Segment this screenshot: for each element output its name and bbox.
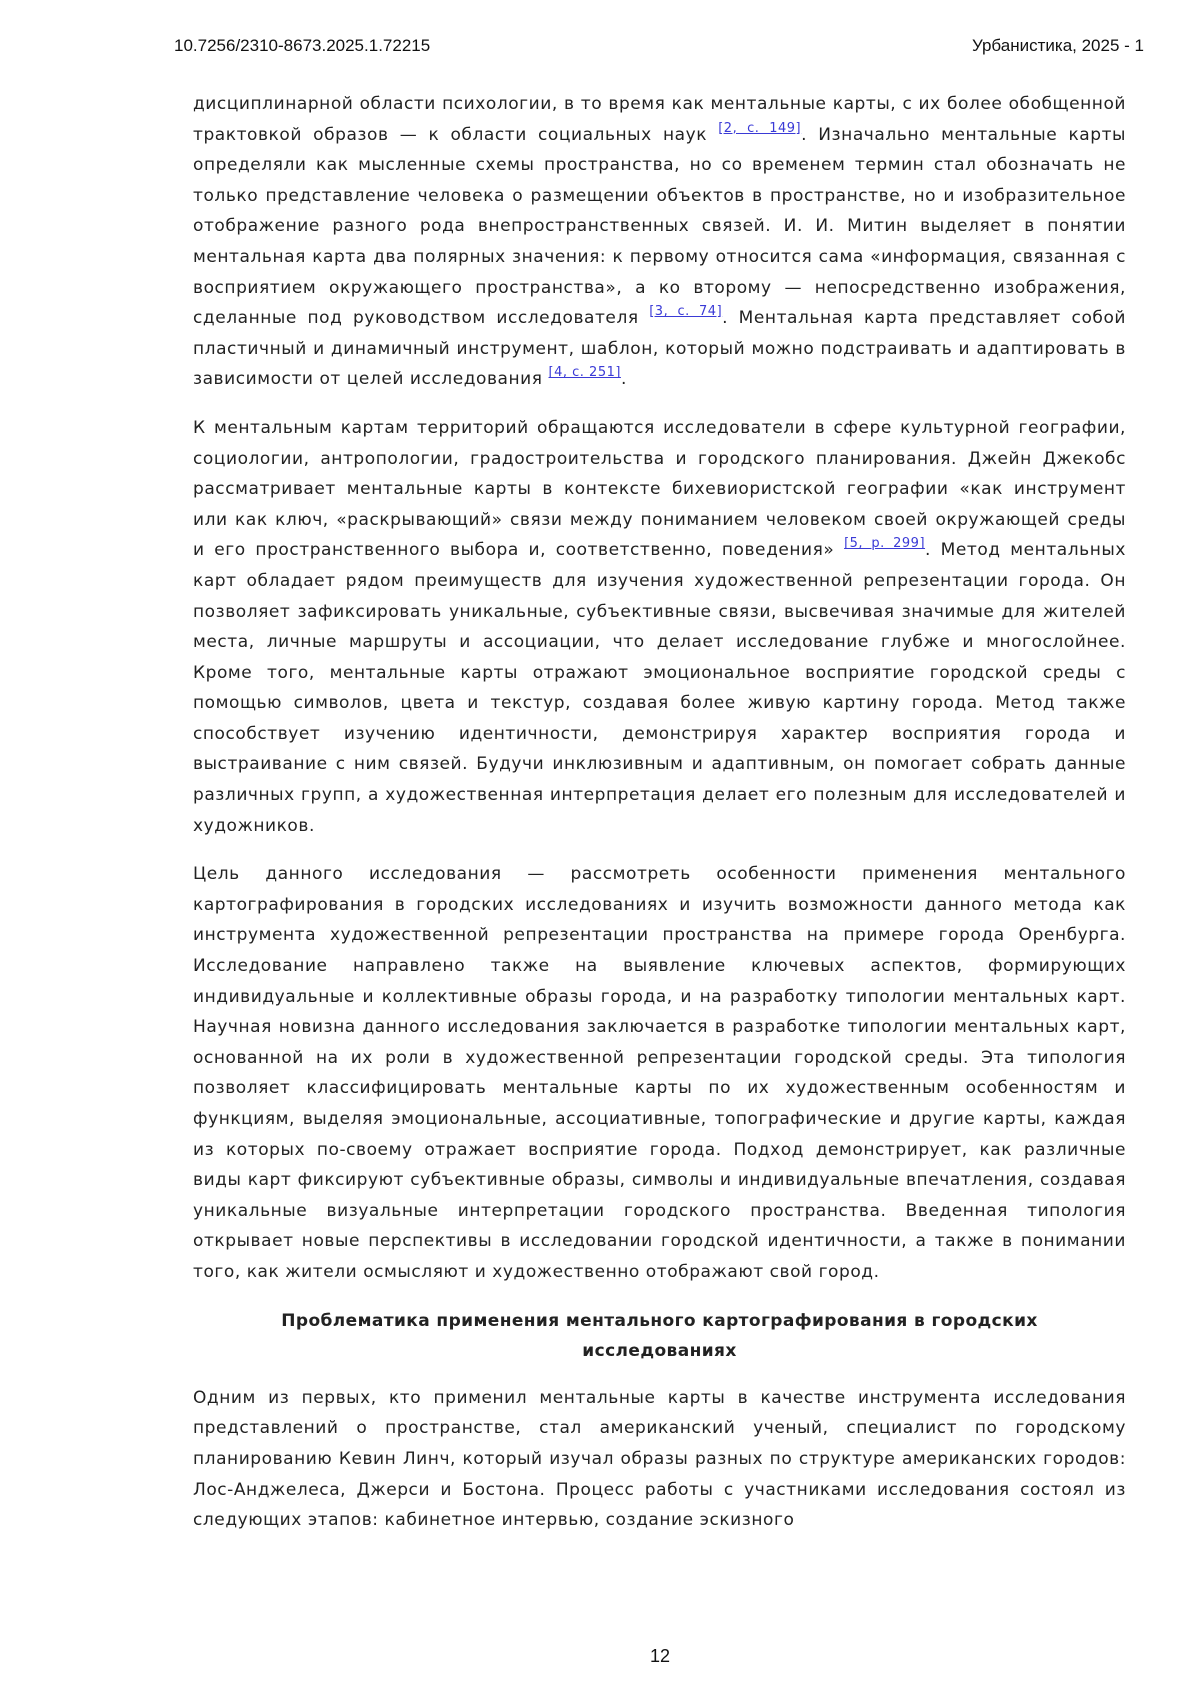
paragraph-text: К ментальным картам территорий обращаются исследователи в сфере культурной географии, социологии, антропологии, градостроительства и городского планирования. Джейн Джекобс рассматривает ментальные карты в контексте бихевиористской географии «как инструмент или как ключ, «раскрывающий» связи между пониманием человеком своей окружающей среды и его пространственного выбора и, соответственно, поведения» bbox=[193, 418, 1126, 560]
page-number: 12 bbox=[0, 1646, 1200, 1667]
citation-link[interactable]: [5, p. 299] bbox=[844, 536, 925, 551]
paragraph-text: . Ментальная карта представляет собой пластичный и динамичный инструмент, шаблон, который можно подстраивать и адаптировать в зависимости от целей исследования bbox=[193, 308, 1126, 389]
paragraph-kevin-lynch bbox=[193, 1383, 1126, 1536]
paragraph-text: Одним из первых, кто применил ментальные карты в качестве инструмента исследования представлений о пространстве, стал американский ученый, специалист по городскому планированию Кевин Линч, который изучал образы разных по структуре американских городов: Лос-Анджелеса, Джерси и Бостона. Процесс работы с участниками исследования состоял из следующих этапов: кабинетное интервью, создание эскизного bbox=[193, 1388, 1126, 1530]
paragraph-text: . Метод ментальных карт обладает рядом преимуществ для изучения художественной репрезентации города. Он позволяет зафиксировать уникальные, субъективные связи, высвечивая значимые для жителей места, личные маршруты и ассоциации, что делает исследование глубже и многослойнее. Кроме того, ментальные карты отражают эмоциональное восприятие городской среды с помощью символов, цвета и текстур, создавая более живую картину города. Метод также способствует изучению идентичности, демонстрируя характер восприятия города и выстраивание с ним связей. Будучи инклюзивным и адаптивным, он помогает собрать данные различных групп, а художественная интерпретация делает его полезным для исследователей и художников. bbox=[193, 540, 1126, 835]
doi-label: 10.7256/2310-8673.2025.1.72215 bbox=[174, 36, 430, 56]
page-header bbox=[174, 36, 1144, 66]
article-body bbox=[193, 89, 1126, 1554]
paragraph-research-fields bbox=[193, 413, 1126, 841]
section-heading: Проблематика применения ментального картографирования в городских исследованиях bbox=[233, 1306, 1086, 1367]
paragraph-text: дисциплинарной области психологии, в то время как ментальные карты, с их более обобщенной трактовкой образов — к области социальных наук bbox=[193, 94, 1126, 145]
citation-link[interactable]: [4, с. 251] bbox=[549, 365, 621, 380]
paragraph-text: . bbox=[621, 369, 627, 389]
paragraph-research-goal bbox=[193, 859, 1126, 1287]
citation-link[interactable]: [3, с. 74] bbox=[649, 304, 722, 319]
paragraph-text: Цель данного исследования — рассмотреть особенности применения ментального картографирования в городских исследованиях и изучить возможности данного метода как инструмента художественной репрезентации пространства на примере города Оренбурга. Исследование направлено также на выявление ключевых аспектов, формирующих индивидуальные и коллективные образы города, и на разработку типологии ментальных карт. Научная новизна данного исследования заключается в разработке типологии ментальных карт, основанной на их роли в художественной репрезентации городской среды. Эта типология позволяет классифицировать ментальные карты по их художественным особенностям и функциям, выделяя эмоциональные, ассоциативные, топографические и другие карты, каждая из которых по-своему отражает восприятие города. Подход демонстрирует, как различные виды карт фиксируют субъективные образы, символы и индивидуальные впечатления, создавая уникальные визуальные интерпретации городского пространства. Введенная типология открывает новые перспективы в исследовании городской идентичности, а также в понимании того, как жители осмысляют и художественно отображают свой город. bbox=[193, 864, 1126, 1282]
paragraph-text: . Изначально ментальные карты определяли как мысленные схемы пространства, но со временем термин стал обозначать не только представление человека о размещении объектов в пространстве, но и изобразительное отображение разного рода внепространственных связей. И. И. Митин выделяет в понятии ментальная карта два полярных значения: к первому относится сама «информация, связанная с восприятием окружающего пространства», а ко второму — непосредственно изображения, сделанные под руководством исследователя bbox=[193, 125, 1126, 329]
journal-issue-label: Урбанистика, 2025 - 1 bbox=[972, 36, 1144, 56]
paragraph-mental-maps-definition bbox=[193, 89, 1126, 395]
citation-link[interactable]: [2, с. 149] bbox=[718, 121, 801, 136]
